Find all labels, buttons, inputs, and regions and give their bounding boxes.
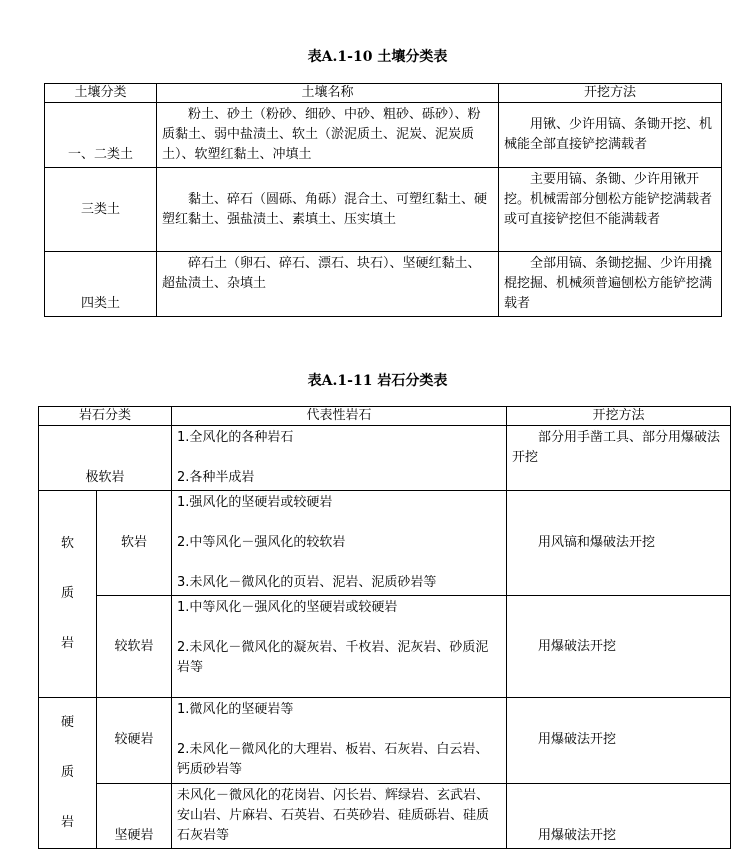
- group-char: 软: [60, 536, 74, 551]
- rock-item: 3.未风化－微风化的页岩、泥岩、泥质砂岩等: [177, 575, 437, 590]
- method-cell: 用锹、少许用镐、条锄开挖、机械能全部直接铲挖满载者: [499, 103, 722, 168]
- header-representative-rock: 代表性岩石: [172, 407, 507, 426]
- method-cell: 主要用镐、条锄、少许用锹开挖。机械需部分刨松方能铲挖满载者或可直接铲挖但不能满载者: [499, 168, 722, 252]
- soil-name-cell: 碎石土（卵石、碎石、漂石、块石）、坚硬红黏土、超盐渍土、杂填土: [157, 252, 499, 317]
- header-rock-class: 岩石分类: [39, 407, 172, 426]
- soil-class-cell: 四类土: [45, 252, 157, 317]
- rock-class-cell: 坚硬岩: [97, 783, 172, 848]
- group-char: 岩: [60, 815, 74, 830]
- rock-item: 2.未风化－微风化的大理岩、板岩、石灰岩、白云岩、钙质砂岩等: [177, 742, 489, 777]
- soil-class-cell: 一、二类土: [45, 103, 157, 168]
- table-row: [39, 596, 731, 698]
- soil-name-cell: 黏土、碎石（圆砾、角砾）混合土、可塑红黏土、硬塑红黏土、强盐渍土、素填土、压实填土: [157, 168, 499, 252]
- rock-table-title: 表A.1-11 岩石分类表: [307, 373, 448, 389]
- rock-class-cell: 软岩: [97, 491, 172, 596]
- rock-item: 1.全风化的各种岩石: [177, 430, 294, 445]
- table-row: [45, 103, 722, 168]
- header-soil-class: 土壤分类: [45, 84, 157, 103]
- rock-class-cell: 极软岩: [39, 426, 172, 491]
- rock-class-cell: 较硬岩: [97, 698, 172, 784]
- rock-item: 1.中等风化－强风化的坚硬岩或较硬岩: [177, 600, 398, 615]
- rock-item: 1.微风化的坚硬岩等: [177, 702, 294, 717]
- rock-item: 2.未风化－微风化的凝灰岩、千枚岩、泥灰岩、砂质泥岩等: [177, 640, 489, 675]
- table-row: [45, 252, 722, 317]
- method-cell: 用风镐和爆破法开挖: [507, 491, 731, 596]
- soft-rock-group-cell: [39, 491, 97, 698]
- group-char: 岩: [60, 636, 74, 651]
- group-char: 质: [60, 586, 74, 601]
- method-cell: 用爆破法开挖: [507, 698, 731, 784]
- rock-classification-table: [38, 406, 731, 849]
- representative-rock-cell: [172, 596, 507, 698]
- rock-item: 2.各种半成岩: [177, 470, 255, 485]
- representative-rock-cell: 未风化－微风化的花岗岩、闪长岩、辉绿岩、玄武岩、安山岩、片麻岩、石英岩、石英砂岩、硅质砾岩、硅质石灰岩等: [172, 783, 507, 848]
- soil-class-cell: 三类土: [45, 168, 157, 252]
- method-cell: 用爆破法开挖: [507, 596, 731, 698]
- method-cell: 全部用镐、条锄挖掘、少许用撬棍挖掘、机械须普遍刨松方能铲挖满载者: [499, 252, 722, 317]
- group-char: 质: [60, 765, 74, 780]
- hard-rock-group-cell: [39, 698, 97, 849]
- header-excavation-method: 开挖方法: [499, 84, 722, 103]
- table-row: [39, 426, 731, 491]
- table-row: [39, 698, 731, 784]
- representative-rock-cell: [172, 426, 507, 491]
- representative-rock-cell: [172, 698, 507, 784]
- table-row: [39, 783, 731, 848]
- rock-class-cell: 较软岩: [97, 596, 172, 698]
- soil-table-title: 表A.1-10 土壤分类表: [307, 49, 448, 65]
- header-soil-name: 土壤名称: [157, 84, 499, 103]
- soil-classification-table: [44, 83, 722, 317]
- soil-name-cell: 粉土、砂土（粉砂、细砂、中砂、粗砂、砾砂）、粉质黏土、弱中盐渍土、软土（淤泥质土、泥炭、泥炭质土）、软塑红黏土、冲填土: [157, 103, 499, 168]
- group-char: 硬: [60, 715, 74, 730]
- rock-item: 1.强风化的坚硬岩或较硬岩: [177, 495, 333, 510]
- representative-rock-cell: [172, 491, 507, 596]
- rock-item: 2.中等风化－强风化的较软岩: [177, 535, 346, 550]
- table-row: [45, 168, 722, 252]
- table-row: [39, 491, 731, 596]
- method-cell: 部分用手凿工具、部分用爆破法开挖: [507, 426, 731, 491]
- header-excavation-method: 开挖方法: [507, 407, 731, 426]
- method-cell: 用爆破法开挖: [507, 783, 731, 848]
